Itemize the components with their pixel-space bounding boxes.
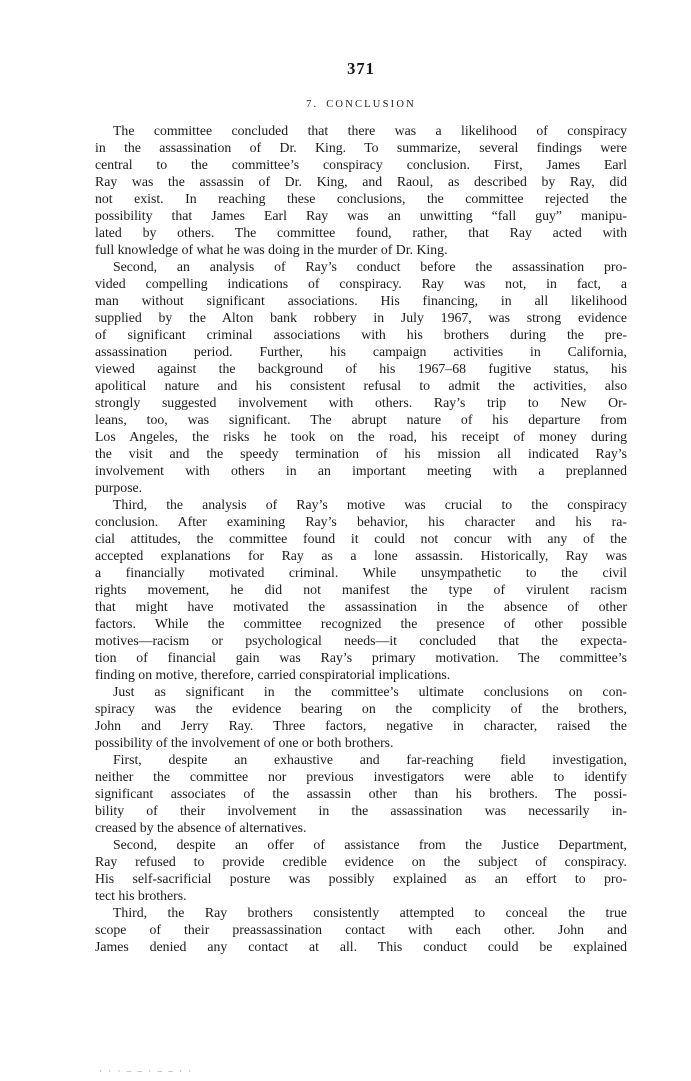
text-line: motives—racism or psychological needs—it concluded that the expecta- bbox=[95, 633, 627, 648]
text-line: Second, an analysis of Ray’s conduct before the assassination pro- bbox=[113, 259, 627, 274]
text-line: Ray refused to provide credible evidence on the subject of conspiracy. bbox=[95, 854, 627, 869]
text-line: rights movement, he did not manifest the type of virulent racism bbox=[95, 582, 627, 597]
text-line: assassination period. Further, his campaign activities in California, bbox=[95, 344, 627, 359]
page-number: 371 bbox=[347, 59, 375, 78]
text-line: bility of their involvement in the assassination was necessarily in- bbox=[95, 803, 627, 818]
text-line: John and Jerry Ray. Three factors, negative in character, raised the bbox=[95, 718, 627, 733]
text-line: creased by the absence of alternatives. bbox=[95, 820, 307, 835]
text-line: lated by others. The committee found, rather, that Ray acted with bbox=[95, 225, 627, 240]
section-heading: 7. CONCLUSION bbox=[306, 99, 416, 110]
text-line: James denied any contact at all. This conduct could be explained bbox=[95, 939, 627, 954]
text-line: Third, the analysis of Ray’s motive was crucial to the conspiracy bbox=[113, 497, 627, 512]
text-line: Just as significant in the committee’s ultimate conclusions on con- bbox=[113, 684, 627, 699]
text-line: viewed against the background of his 1967–68 fugitive status, his bbox=[95, 361, 627, 376]
text-line: cial attitudes, the committee found it could not concur with any of the bbox=[95, 531, 627, 546]
text-line: apolitical nature and his consistent refusal to admit the activities, also bbox=[95, 378, 627, 393]
text-line: Second, despite an offer of assistance from the Justice Department, bbox=[113, 837, 627, 852]
text-line: accepted explanations for Ray as a lone assassin. Historically, Ray was bbox=[95, 548, 627, 563]
text-line: full knowledge of what he was doing in the murder of Dr. King. bbox=[95, 242, 448, 257]
text-line: possibility of the involvement of one or both brothers. bbox=[95, 735, 394, 750]
text-line: that might have motivated the assassination in the absence of other bbox=[95, 599, 627, 614]
paragraph-6 bbox=[95, 836, 627, 904]
text-line: a financially motivated criminal. While unsympathetic to the civil bbox=[95, 565, 627, 580]
paragraph-2 bbox=[95, 258, 627, 496]
text-line: Third, the Ray brothers consistently attempted to conceal the true bbox=[113, 905, 627, 920]
body-text bbox=[95, 122, 627, 955]
text-line: neither the committee nor previous investigators were able to identify bbox=[95, 769, 627, 784]
text-line: finding on motive, therefore, carried conspiratorial implications. bbox=[95, 667, 451, 682]
text-line: tect his brothers. bbox=[95, 888, 187, 903]
text-line: significant associates of the assassin other than his brothers. The possi- bbox=[95, 786, 627, 801]
text-line: vided compelling indications of conspiracy. Ray was not, in fact, a bbox=[95, 276, 627, 291]
text-line: supplied by the Alton bank robbery in July 1967, was strong evidence bbox=[95, 310, 627, 325]
paragraph-3 bbox=[95, 496, 627, 683]
text-line: The committee concluded that there was a likelihood of conspiracy bbox=[113, 123, 627, 138]
paragraph-5 bbox=[95, 751, 627, 836]
text-line: Ray was the assassin of Dr. King, and Raoul, as described by Ray, did bbox=[95, 174, 627, 189]
text-line: central to the committee’s conspiracy conclusion. First, James Earl bbox=[95, 157, 627, 172]
text-line: leans, too, was significant. The abrupt nature of his departure from bbox=[95, 412, 627, 427]
text-line: His self-sacrificial posture was possibly explained as an effort to pro- bbox=[95, 871, 627, 886]
text-line: purpose. bbox=[95, 480, 143, 495]
text-line: spiracy was the evidence bearing on the complicity of the brothers, bbox=[95, 701, 627, 716]
text-line: not exist. In reaching these conclusions, the committee rejected the bbox=[95, 191, 627, 206]
paragraph-7 bbox=[95, 904, 627, 955]
text-line: Los Angeles, the risks he took on the road, his receipt of money during bbox=[95, 429, 627, 444]
text-line: conclusion. After examining Ray’s behavior, his character and his ra- bbox=[95, 514, 627, 529]
text-line: the visit and the speedy termination of his mission all indicated Ray’s bbox=[95, 446, 627, 461]
paragraph-1 bbox=[95, 122, 627, 258]
text-line: strongly suggested involvement with others. Ray’s trip to New Or- bbox=[95, 395, 627, 410]
text-line: factors. While the committee recognized the presence of other possible bbox=[95, 616, 627, 631]
print-code-fragment: · · · – – · – – · · bbox=[99, 1066, 194, 1076]
text-line: in the assassination of Dr. King. To summarize, several findings were bbox=[95, 140, 627, 155]
text-line: involvement with others in an important meeting with a preplanned bbox=[95, 463, 627, 478]
text-line: of significant criminal associations with his brothers during the pre- bbox=[95, 327, 627, 342]
text-line: First, despite an exhaustive and far-reaching field investigation, bbox=[113, 752, 627, 767]
text-line: scope of their preassassination contact with each other. John and bbox=[95, 922, 627, 937]
text-line: possibility that James Earl Ray was an unwitting “fall guy” manipu- bbox=[95, 208, 627, 223]
text-line: tion of financial gain was Ray’s primary motivation. The committee’s bbox=[95, 650, 627, 665]
paragraph-4 bbox=[95, 683, 627, 751]
text-line: man without significant associations. His financing, in all likelihood bbox=[95, 293, 627, 308]
